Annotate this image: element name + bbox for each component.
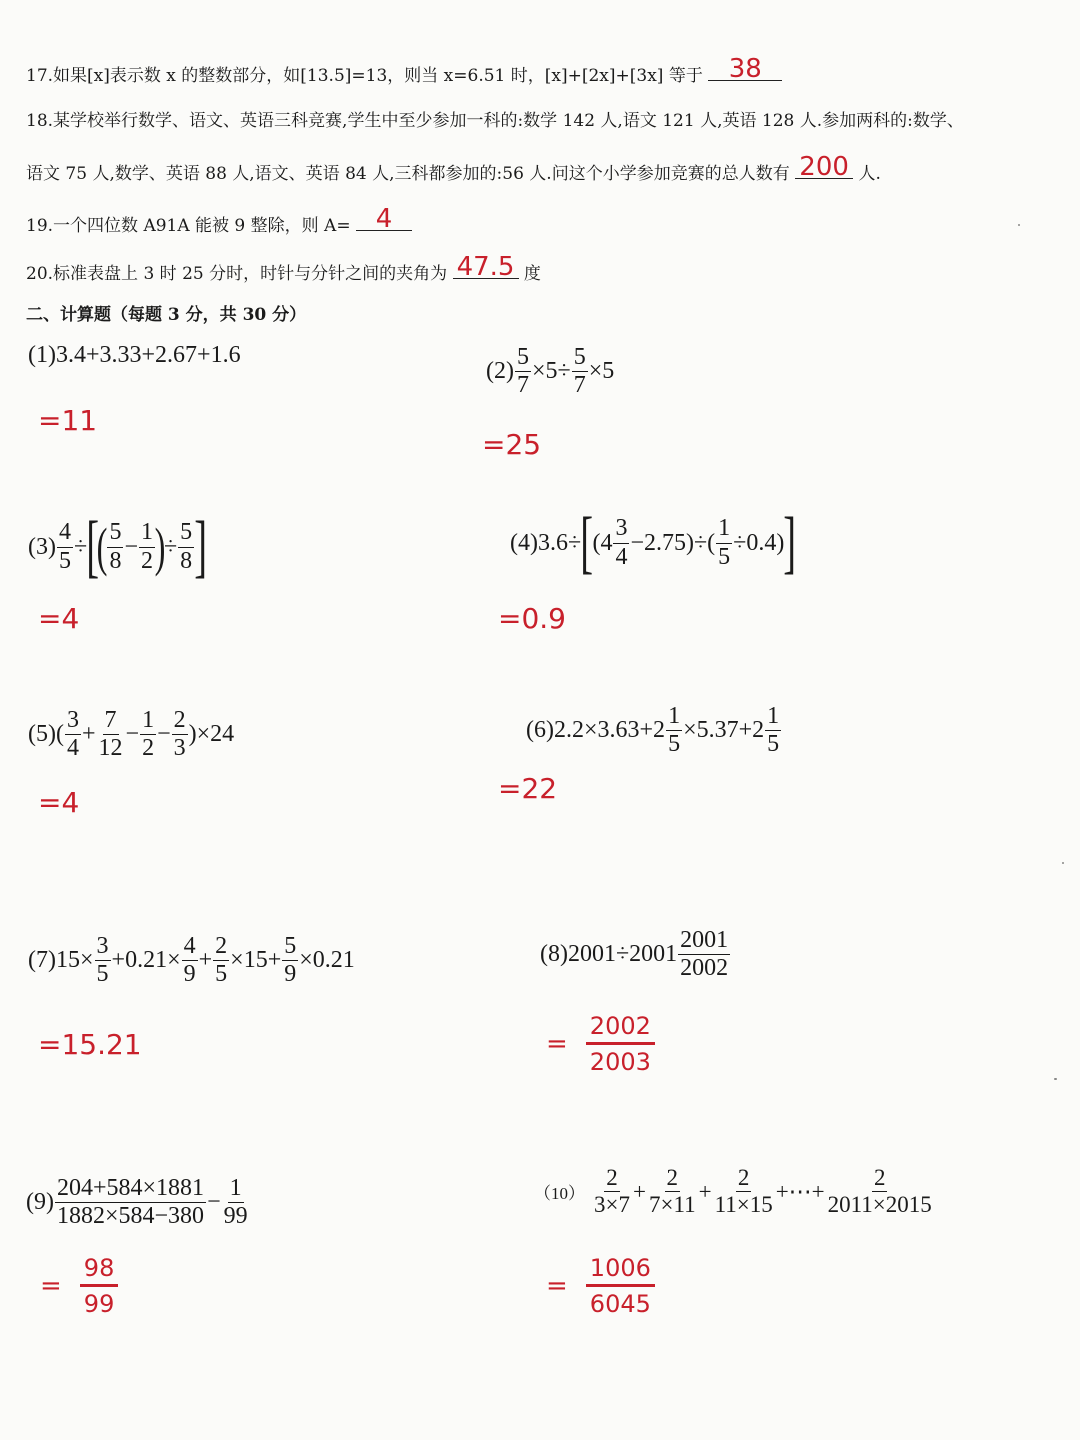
answer-fraction [586,1012,655,1076]
fraction-denominator: 7 [516,372,529,399]
fraction-denominator: 5 [767,731,780,758]
fraction-numerator: 3 [95,934,111,961]
question-17-text: 17.如果[x]表示数 x 的整数部分，如[13.5]=13，则当 x=6.51 时，[x]+[2x]+[3x] 等于 [26,66,703,86]
fraction [95,934,111,987]
operator: − [157,721,171,748]
operator: 15× [55,947,94,974]
answer-problem-5: =4 [38,786,80,819]
equals-sign: = [546,1271,568,1301]
fraction-denominator: 9 [183,961,196,988]
fraction-numerator: 1 [666,704,682,731]
answer-blank-17 [708,54,782,84]
fraction-numerator: 1 [228,1176,244,1203]
operator: +0.21× [111,947,181,974]
fraction-numerator: 4 [182,934,198,961]
answer-denominator: 2003 [589,1048,651,1076]
answer-numerator: 1006 [586,1254,655,1287]
fraction-denominator: 11×15 [714,1192,773,1218]
problem-9-label: (9) [26,1189,54,1216]
fraction-denominator: 5 [215,961,228,988]
fraction-denominator: 99 [223,1203,248,1230]
problem-8 [540,928,731,981]
answer-problem-10 [546,1254,655,1318]
answer-blank-18 [795,152,853,182]
answer-problem-7: =15.21 [38,1028,142,1061]
problem-2 [486,345,614,398]
fraction-numerator: 5 [107,520,123,547]
operator: + [198,947,213,974]
problem-4 [510,504,797,581]
problem-1-expr: 3.4+3.33+2.67+1.6 [55,342,241,368]
fraction-numerator: 5 [572,345,588,372]
left-bracket: [ [86,508,100,585]
answer-problem-8 [546,1012,655,1076]
question-19-text: 19.一个四位数 A91A 能被 9 整除，则 A= [26,216,351,236]
problem-1 [28,342,241,369]
operator: ×5.37+2 [683,717,765,744]
fraction-numerator: 2 [604,1166,620,1192]
left-bracket: [ [580,504,594,581]
answer-19: 4 [375,204,393,234]
fraction-denominator: 2 [141,547,153,574]
operator: ×0.21 [299,947,355,974]
question-19 [26,204,412,236]
fraction-numerator: 2001 [678,928,730,955]
problem-10-label: （10） [534,1184,585,1204]
fraction-numerator: 2 [872,1166,888,1192]
fraction [139,520,155,573]
operator: 2001÷2001 [567,941,678,968]
problem-10 [534,1166,935,1217]
answer-20: 47.5 [456,252,515,282]
fraction-numerator: 1 [716,516,732,543]
answer-problem-2: =25 [482,428,542,461]
fraction-numerator: 7 [103,708,119,735]
problem-8-label: (8) [540,941,568,968]
problem-3 [28,508,208,585]
problem-4-label: (4) [510,529,538,556]
fraction-denominator: 5 [96,961,109,988]
operator: 3.6÷ [537,529,582,556]
fraction-numerator: 204+584×1881 [55,1176,206,1203]
operator: ÷0.4) [733,529,785,556]
fraction-denominator: 5 [718,543,731,570]
fraction [282,934,298,987]
fraction-denominator: 7×11 [648,1192,696,1218]
problem-6-label: (6) [526,717,554,744]
problem-7-label: (7) [28,947,56,974]
fraction-denominator: 2011×2015 [827,1192,932,1218]
operator: − [124,533,138,560]
operator: +⋯+ [775,1178,825,1204]
question-18-line2 [26,152,881,184]
section-2-title: 二、计算题（每题 3 分，共 30 分） [26,305,307,325]
operator: + [81,721,96,748]
operator: ÷ [163,533,178,560]
fraction-numerator: 1 [139,520,155,547]
fraction-numerator: 1 [140,708,156,735]
fraction-denominator: 2 [142,735,155,762]
fraction-numerator: 3 [613,516,629,543]
fraction-denominator: 4 [615,543,628,570]
fraction [713,1166,775,1217]
fraction-denominator: 7 [573,372,586,399]
fraction [572,345,588,398]
question-20-text: 20.标准表盘上 3 时 25 分时，时针与分针之间的夹角为 [26,264,448,284]
answer-numerator: 2002 [586,1012,655,1045]
operator: ×5 [588,358,615,385]
scan-speck [1062,862,1064,864]
operator: −2.75)÷( [630,529,716,556]
answer-denominator: 6045 [589,1290,651,1318]
answer-fraction [586,1254,655,1318]
fraction-numerator: 2 [172,708,188,735]
fraction [107,520,123,573]
question-18-text: 语文 75 人,数学、英语 88 人,语文、英语 84 人,三科都参加的:56 人.问这个小学参加竞赛的总人数有 [26,164,790,184]
fraction [678,928,730,981]
operator: − [125,721,140,748]
fraction [666,704,682,757]
answer-17: 38 [728,54,762,84]
fraction [826,1166,934,1217]
scan-speck [1018,224,1020,226]
operator: 2.2×3.63+2 [553,717,666,744]
answer-blank-20 [453,252,519,282]
operator: + [698,1178,712,1204]
answer-problem-9 [40,1254,118,1318]
answer-problem-3: =4 [38,602,80,635]
answer-problem-6: =22 [498,772,558,805]
answer-denominator: 99 [83,1290,115,1318]
fraction-denominator: 12 [98,735,123,762]
fraction-denominator: 5 [668,731,681,758]
fraction [716,516,732,569]
equals-sign: = [546,1029,568,1059]
answer-18: 200 [799,152,849,182]
fraction-denominator: 9 [284,961,297,988]
operator: ×5÷ [531,358,571,385]
fraction [647,1166,698,1217]
problem-6 [526,704,782,757]
fraction-numerator: 4 [57,520,73,547]
problem-2-label: (2) [486,358,514,385]
question-20 [26,252,541,284]
fraction-denominator: 5 [58,547,71,574]
operator: − [207,1189,221,1216]
fraction-numerator: 2 [736,1166,752,1192]
operator: + [632,1178,646,1204]
fraction-numerator: 3 [65,708,81,735]
question-18-line1: 18.某学校举行数学、语文、英语三科竞赛,学生中至少参加一科的:数学 142 人,语文 121 人,英语 128 人.参加两科的:数学、 [26,111,964,131]
operator: ×15+ [230,947,282,974]
right-bracket: ] [194,508,208,585]
problem-1-label: (1) [28,342,56,368]
problem-5 [28,708,234,761]
fraction [172,708,188,761]
fraction-denominator: 2002 [680,955,729,982]
fraction [178,520,194,573]
operator: ÷ [73,533,88,560]
question-20-suffix: 度 [523,264,541,284]
fraction [592,1166,632,1217]
fraction-numerator: 5 [178,520,194,547]
right-bracket: ] [783,504,797,581]
fraction [140,708,156,761]
fraction-numerator: 1 [765,704,781,731]
fraction [765,704,781,757]
fraction-denominator: 8 [180,547,193,574]
fraction-numerator: 5 [282,934,298,961]
fraction-denominator: 3×7 [594,1192,630,1218]
fraction-denominator: 8 [109,547,122,574]
answer-numerator: 98 [80,1254,119,1287]
equals-sign: = [40,1271,62,1301]
fraction-numerator: 2 [665,1166,681,1192]
answer-problem-1: =11 [38,404,98,437]
problem-9 [26,1176,251,1229]
fraction [222,1176,250,1229]
fraction [213,934,229,987]
problem-7 [28,934,355,987]
question-17 [26,54,782,86]
fraction [182,934,198,987]
question-18-suffix: 人. [858,164,881,184]
right-paren: ) [154,517,166,577]
answer-problem-4: =0.9 [498,602,566,635]
operator: (4 [592,529,613,556]
fraction [65,708,81,761]
problem-3-label: (3) [28,533,56,560]
scan-speck [1054,1078,1057,1080]
fraction-denominator: 4 [66,735,79,762]
answer-blank-19 [356,204,412,234]
fraction [613,516,629,569]
fraction [97,708,125,761]
operator: )×24 [188,721,235,748]
fraction [515,345,531,398]
fraction [57,520,73,573]
problem-5-label: (5)( [28,721,64,748]
fraction-denominator: 3 [173,735,186,762]
fraction-denominator: 1882×584−380 [56,1203,205,1230]
fraction [55,1176,206,1229]
left-paren: ( [97,517,108,577]
answer-fraction [80,1254,119,1318]
fraction-numerator: 5 [515,345,531,372]
fraction-numerator: 2 [213,934,229,961]
